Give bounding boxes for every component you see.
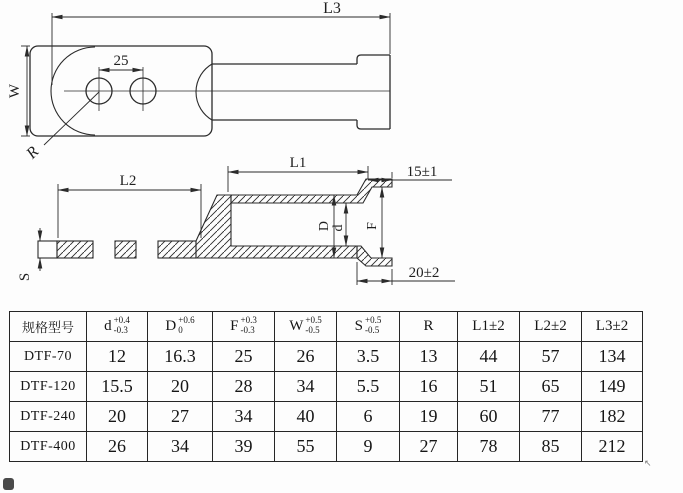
value-cell: 60: [458, 402, 520, 432]
tolerance-stack: +0.4 -0.3: [113, 315, 130, 335]
column-header-label: F: [230, 318, 239, 334]
value-cell: 65: [520, 372, 582, 402]
tolerance-stack: +0.5 -0.5: [305, 315, 322, 335]
value-cell: 149: [582, 372, 643, 402]
spec-table-body: [10, 342, 643, 462]
value-cell: 27: [400, 432, 458, 462]
value-cell: 20: [148, 372, 213, 402]
table-row-DTF-400: [10, 432, 643, 462]
column-header-label: S: [354, 318, 363, 334]
column-header-label: L2±2: [534, 318, 567, 334]
column-header-D: [148, 312, 213, 342]
column-header-R: [400, 312, 458, 342]
dim-label-flare: 20±2: [408, 265, 440, 281]
barrel-end-step-bottom: [357, 120, 390, 129]
dim-label-F: F: [365, 222, 380, 230]
value-cell: 16: [400, 372, 458, 402]
value-cell: 6: [337, 402, 400, 432]
column-header-W: [275, 312, 337, 342]
value-cell: 3.5: [337, 342, 400, 372]
value-cell: 85: [520, 432, 582, 462]
dim-label-d: d: [331, 224, 346, 232]
column-header-d: [87, 312, 148, 342]
palm-section-seg2: [115, 241, 136, 258]
column-header-L1: [458, 312, 520, 342]
column-header-label: L1±2: [472, 318, 505, 334]
barrel-end-step-top: [357, 55, 390, 64]
value-cell: 20: [87, 402, 148, 432]
value-cell: 34: [275, 372, 337, 402]
value-cell: 34: [148, 432, 213, 462]
value-cell: 40: [275, 402, 337, 432]
model-cell: DTF-240: [10, 402, 87, 432]
value-cell: 25: [213, 342, 275, 372]
value-cell: 212: [582, 432, 643, 462]
column-header-S: [337, 312, 400, 342]
palm-section-seg1: [57, 241, 93, 258]
palm-section-tip: [38, 241, 57, 258]
value-cell: 55: [275, 432, 337, 462]
palm-section-seg3: [158, 241, 196, 258]
value-cell: 26: [87, 432, 148, 462]
spec-table: [9, 311, 643, 462]
socket-mouth-arc: [196, 64, 212, 120]
bottom-flange-section: [357, 246, 392, 266]
value-cell: 15.5: [87, 372, 148, 402]
dim-label-w: W: [7, 83, 23, 99]
value-cell: 12: [87, 342, 148, 372]
value-cell: 13: [400, 342, 458, 372]
table-row-DTF-120: [10, 372, 643, 402]
dim-label-l3: L3: [323, 0, 341, 17]
model-cell: DTF-70: [10, 342, 87, 372]
model-cell: DTF-400: [10, 432, 87, 462]
table-row-DTF-240: [10, 402, 643, 432]
column-header-F: [213, 312, 275, 342]
dim-label-D: D: [317, 220, 332, 232]
column-header-L3: [582, 312, 643, 342]
dim-label-flange: 15±1: [406, 164, 438, 180]
value-cell: 44: [458, 342, 520, 372]
dim-label-l1: L1: [289, 155, 307, 171]
column-header-label: W: [289, 318, 304, 334]
top-view-drawing: [7, 0, 390, 163]
tolerance-stack: +0.3 -0.3: [240, 315, 257, 335]
value-cell: 78: [458, 432, 520, 462]
dim-label-hole-spacing: 25: [113, 53, 129, 69]
value-cell: 182: [582, 402, 643, 432]
column-header-label: R: [423, 318, 434, 334]
top-wall-section: [231, 179, 392, 203]
value-cell: 9: [337, 432, 400, 462]
mouse-cursor-mark: ↖: [644, 459, 652, 469]
column-header-label: D: [165, 318, 177, 334]
dim-label-s: S: [17, 272, 33, 282]
value-cell: 57: [520, 342, 582, 372]
value-cell: 5.5: [337, 372, 400, 402]
spec-table-header-row: [10, 312, 643, 342]
column-header-L2: [520, 312, 582, 342]
value-cell: 19: [400, 402, 458, 432]
dim-label-l2: L2: [119, 173, 137, 189]
column-header-label: d: [104, 318, 112, 334]
value-cell: 26: [275, 342, 337, 372]
value-cell: 34: [213, 402, 275, 432]
column-header-label: L3±2: [595, 318, 629, 334]
tolerance-stack: +0.5 -0.5: [365, 315, 382, 335]
model-cell: DTF-120: [10, 372, 87, 402]
screen-artifact-blob: [3, 478, 14, 490]
value-cell: 28: [213, 372, 275, 402]
value-cell: 134: [582, 342, 643, 372]
value-cell: 16.3: [148, 342, 213, 372]
dim-label-r: R: [23, 143, 43, 163]
value-cell: 77: [520, 402, 582, 432]
value-cell: 51: [458, 372, 520, 402]
column-header-model: [10, 312, 87, 342]
value-cell: 27: [148, 402, 213, 432]
side-view-drawing: [17, 155, 455, 285]
column-header-label: 规格型号: [21, 321, 74, 336]
tolerance-stack: +0.6 0: [178, 315, 195, 335]
value-cell: 39: [213, 432, 275, 462]
table-row-DTF-70: [10, 342, 643, 372]
